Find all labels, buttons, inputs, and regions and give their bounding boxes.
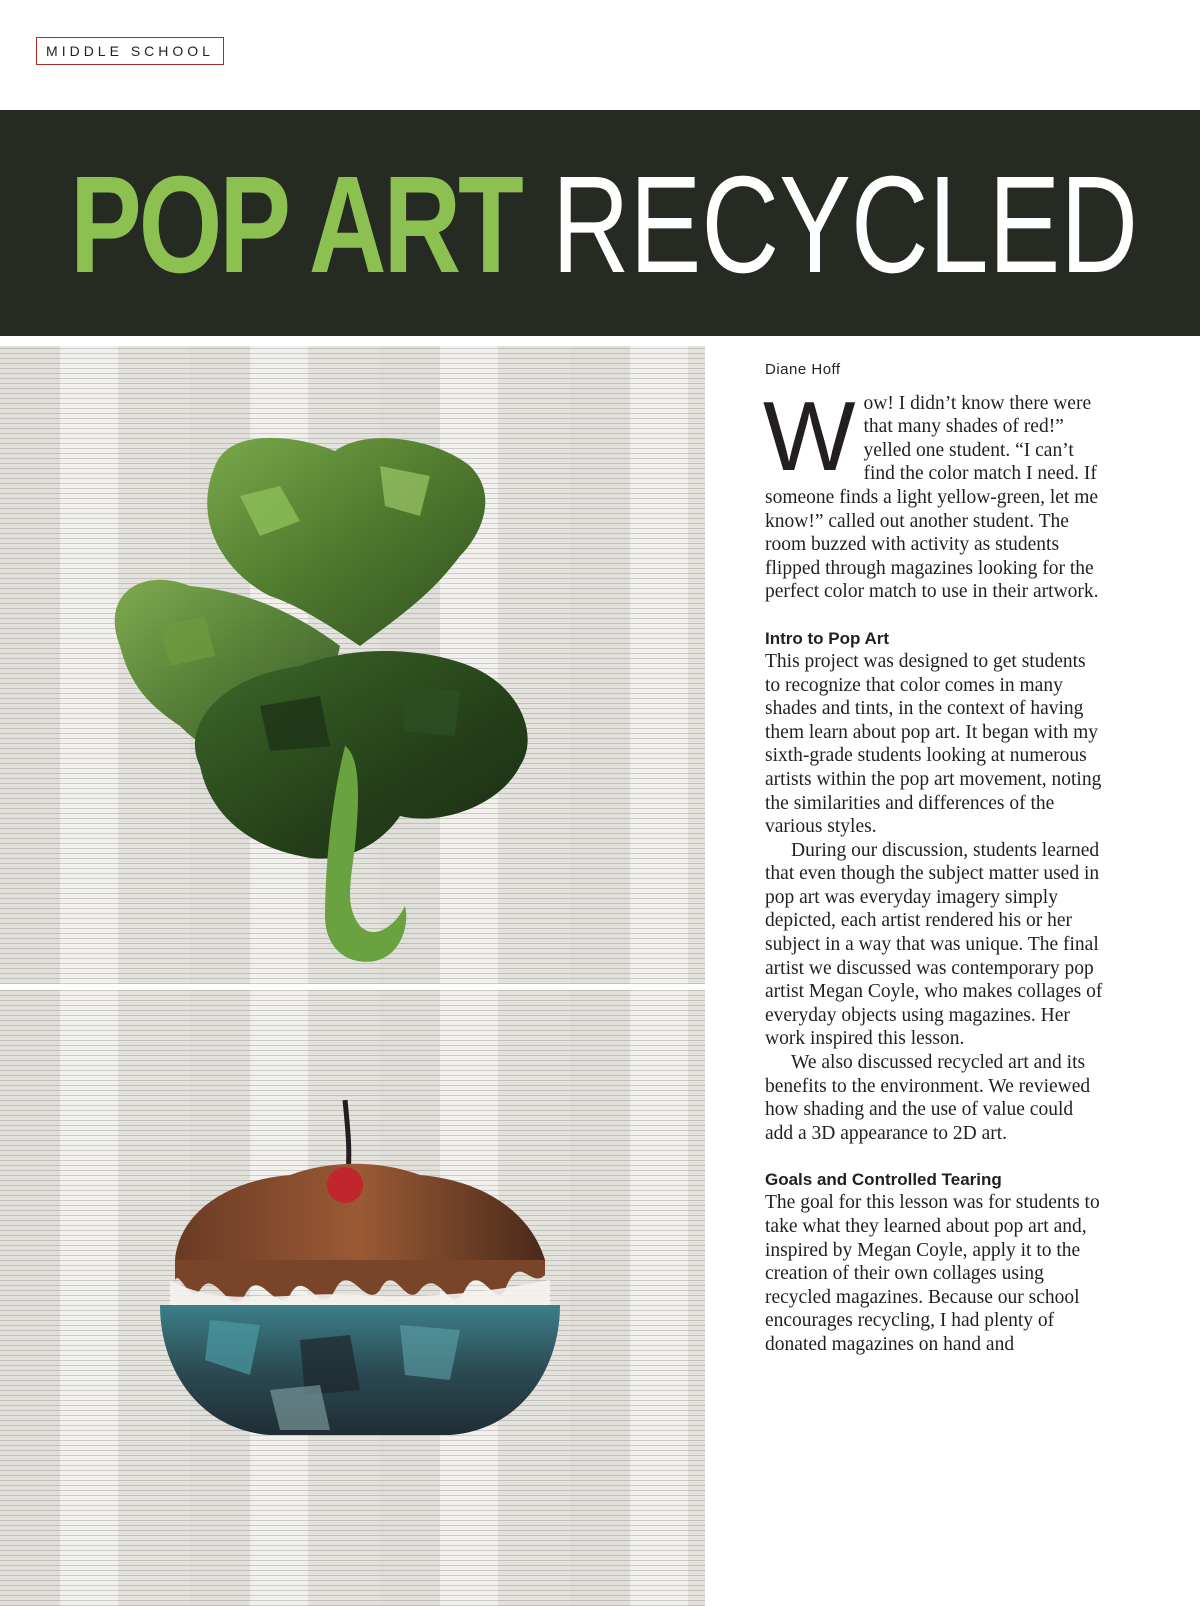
paragraph: During our discussion, students learned that even though the subject matter used in pop art was everyday imagery simply depicted, each artist rendered his or her subject in a way that was unique. The final artist we discussed was contemporary pop artist Megan Coyle, who makes collages of everyday objects using magazines. Her work inspired this lesson. <box>765 839 1103 1050</box>
intro-paragraph <box>763 380 1105 604</box>
shamrock-collage-photo <box>0 346 705 984</box>
headline-pop-art: POP ART <box>70 148 521 302</box>
subhead-intro-to-pop-art: Intro to Pop Art <box>765 628 890 648</box>
headline <box>70 150 1138 300</box>
sundae-collage-photo <box>0 990 705 1606</box>
paragraph: We also discussed recycled art and its benefits to the environment. We reviewed how shading and the use of value could add a 3D appearance to 2D art. <box>765 1052 1091 1144</box>
headline-recycled: RECYCLED <box>551 148 1139 302</box>
drop-cap: W <box>763 380 856 491</box>
intro-text: ow! I didn’t know there were that many shades of red!” yelled one student. “I can’t find the color match I need. If someone finds a light yellow-green, let me know!” called out another student. The room buzzed with activity as students flipped through magazines looking for the perfect color match to use in their artwork. <box>765 392 1099 603</box>
paragraph: The goal for this lesson was for students to take what they learned about pop art and, inspired by Megan Coyle, apply it to the creation of their own collages using recycled magazines. Because our school encourages recycling, I had plenty of donated magazines on hand and <box>765 1192 1100 1355</box>
section-tag: MIDDLE SCHOOL <box>36 37 224 65</box>
article-column <box>765 358 1105 1357</box>
subhead-goals-and-controlled-tearing: Goals and Controlled Tearing <box>765 1170 1002 1190</box>
shamrock-collage-icon <box>0 346 705 984</box>
sundae-collage-icon <box>0 990 705 1606</box>
byline: Diane Hoff <box>765 361 841 378</box>
paragraph: This project was designed to get students to recognize that color comes in many shades and tints, in the context of having them learn about pop art. It began with my sixth-grade students looking at numerous artists within the pop art movement, noting the similarities and differences of the various styles. <box>765 650 1102 838</box>
